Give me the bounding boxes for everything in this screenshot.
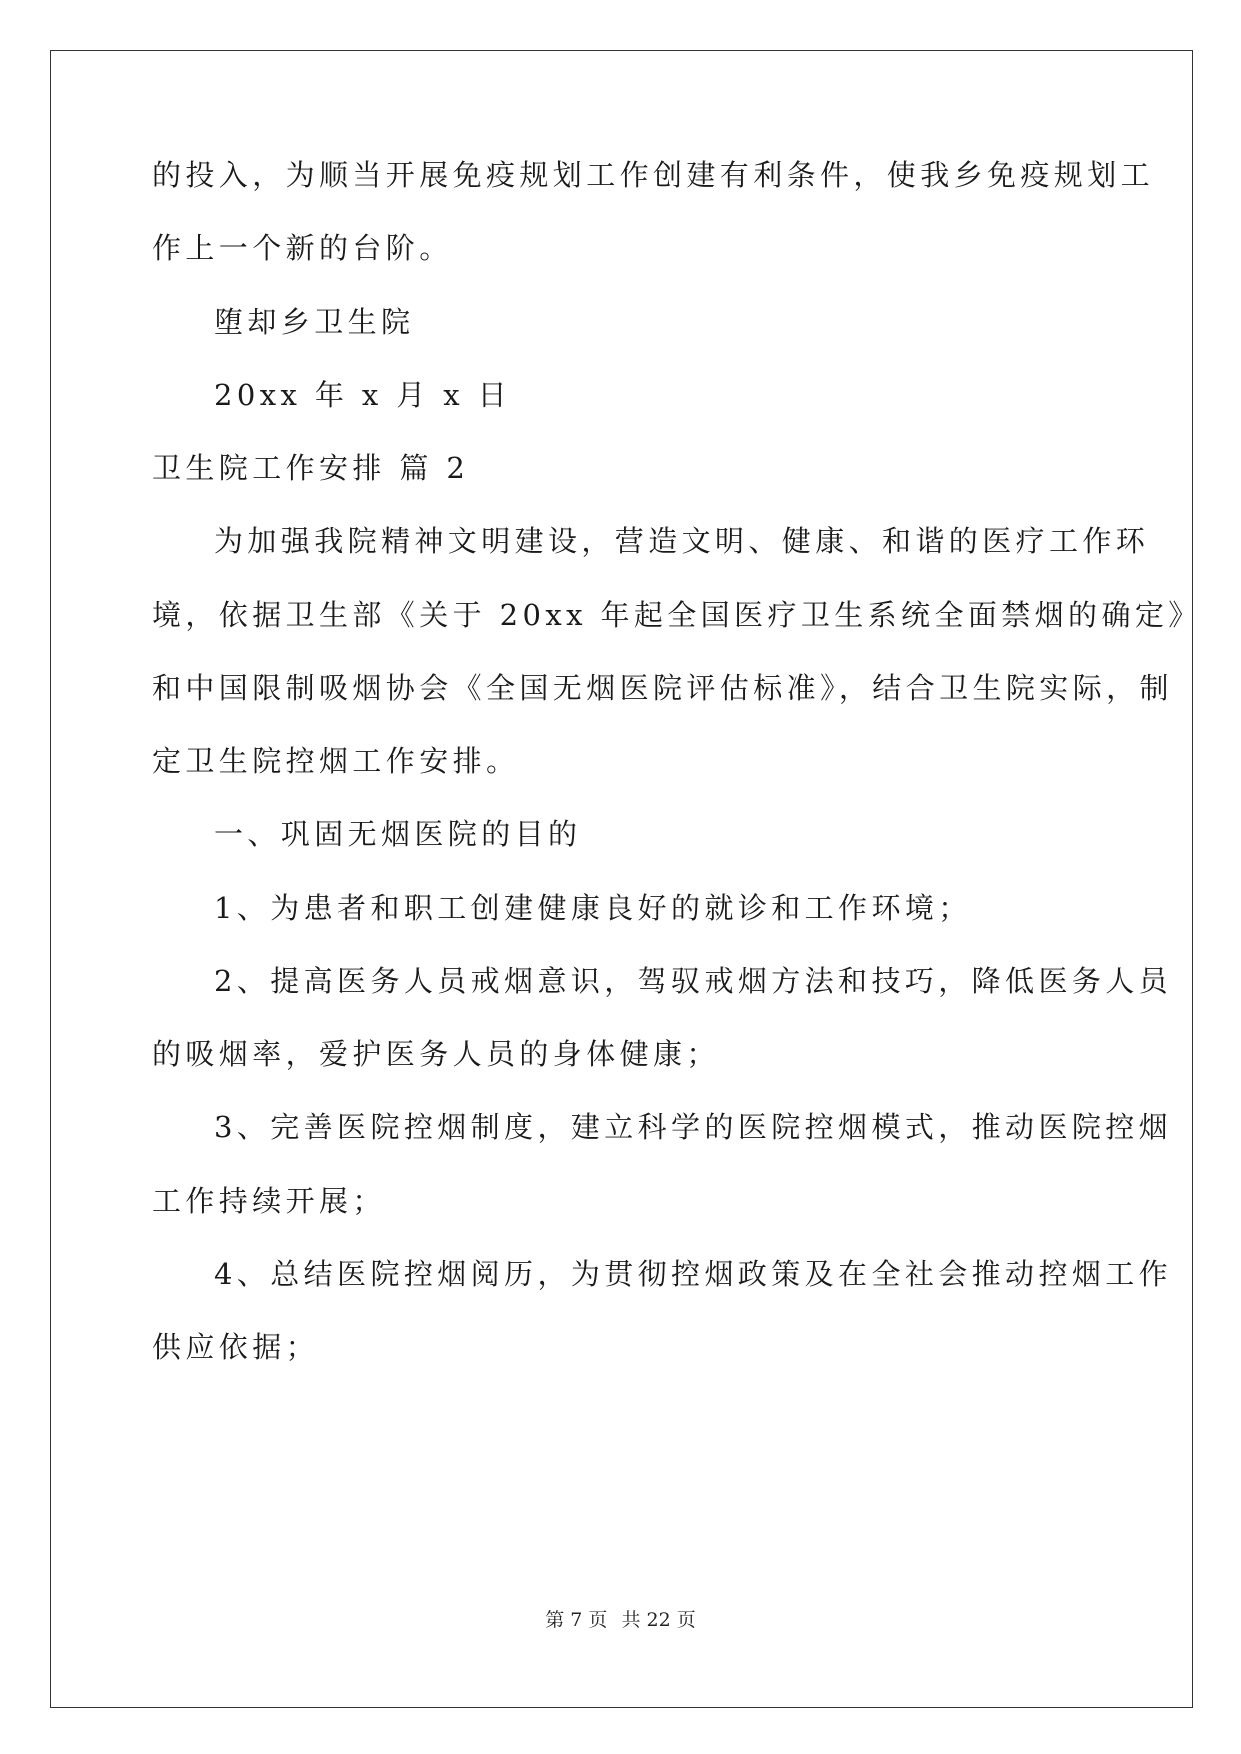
list-item: 3、完善医院控烟制度，建立科学的医院控烟模式，推动医院控烟 [214, 1110, 1173, 1144]
paragraph-line: 定卫生院控烟工作安排。 [152, 744, 520, 778]
page-border [50, 50, 1193, 1708]
page-total: 共 22 页 [621, 1609, 696, 1631]
paragraph-line: 为加强我院精神文明建设，营造文明、健康、和谐的医疗工作环 [214, 524, 1150, 558]
list-item: 2、提高医务人员戒烟意识，驾驭戒烟方法和技巧，降低医务人员 [214, 964, 1173, 998]
page-number: 第 7 页 [545, 1609, 608, 1631]
signature-date: 20xx 年 x 月 x 日 [214, 378, 512, 412]
list-item-continuation: 工作持续开展； [152, 1184, 386, 1218]
paragraph-line: 和中国限制吸烟协会《全国无烟医院评估标准》，结合卫生院实际，制 [152, 671, 1173, 705]
section-heading: 卫生院工作安排 篇 2 [152, 451, 470, 485]
subheading: 一、巩固无烟医院的目的 [214, 817, 582, 851]
list-item: 1、为患者和职工创建健康良好的就诊和工作环境； [214, 891, 972, 925]
signature-org: 堕却乡卫生院 [214, 305, 415, 339]
paragraph-line: 境，依据卫生部《关于 20xx 年起全国医疗卫生系统全面禁烟的确定》 [152, 598, 1202, 632]
paragraph-line: 作上一个新的台阶。 [152, 231, 453, 265]
list-item: 4、总结医院控烟阅历，为贯彻控烟政策及在全社会推动控烟工作 [214, 1257, 1173, 1291]
list-item-continuation: 供应依据； [152, 1330, 320, 1364]
list-item-continuation: 的吸烟率，爱护医务人员的身体健康； [152, 1037, 720, 1071]
page-footer [0, 1608, 1241, 1632]
paragraph-line: 的投入，为顺当开展免疫规划工作创建有利条件，使我乡免疫规划工 [152, 158, 1155, 192]
